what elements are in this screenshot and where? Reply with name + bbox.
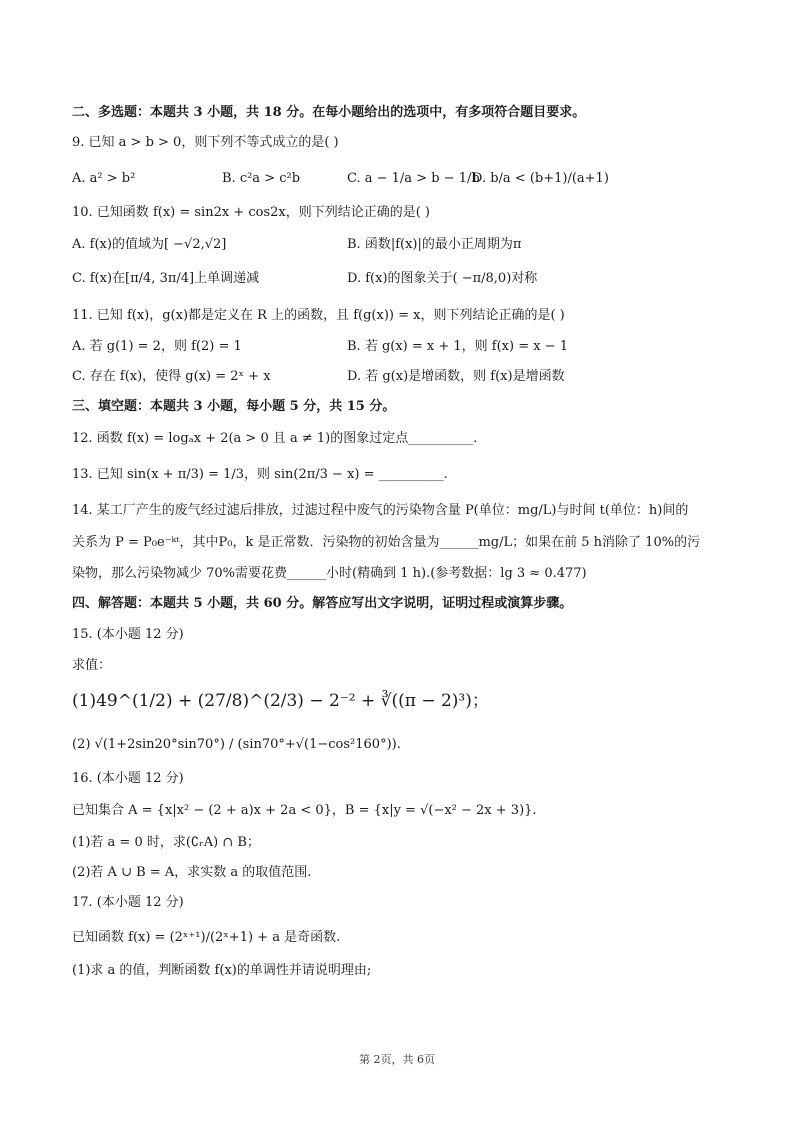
q11-option-a: A. 若 g(1) = 2，则 f(2) = 1 (72, 339, 242, 354)
q11-option-d: D. 若 g(x)是增函数，则 f(x)是增函数 (347, 369, 565, 384)
q14-line-2: 关系为 P = P₀e⁻ᵏᵗ，其中P₀，k 是正常数．污染物的初始含量为______mg/L；如果在前 5 h消除了 10%的污 (72, 535, 701, 550)
q10-options-row2 (72, 270, 732, 290)
q17-text: 已知函数 f(x) = (2ˣ⁺¹)/(2ˣ+1) + a 是奇函数. (72, 930, 341, 945)
section-3-heading: 三、填空题：本题共 3 小题，每小题 5 分，共 15 分。 (72, 399, 396, 414)
q11-options-row2 (72, 368, 732, 388)
q17-header: 17. (本小题 12 分) (72, 895, 184, 910)
q9-option-b: B. c²a > c²b (222, 171, 301, 186)
q16-text: 已知集合 A = {x|x² − (2 + a)x + 2a < 0}，B = {x|y = √(−x² − 2x + 3)}. (72, 803, 537, 818)
q16-header: 16. (本小题 12 分) (72, 771, 184, 786)
q14-line-3: 染物，那么污染物减少 70%需要花费______小时(精确到 1 h).(参考数据：lg 3 ≈ 0.477) (72, 566, 587, 581)
q13-text: 13. 已知 sin(x + π/3) = 1/3，则 sin(2π/3 − x) = __________. (72, 467, 448, 482)
q11-option-b: B. 若 g(x) = x + 1，则 f(x) = x − 1 (347, 339, 569, 354)
q10-options-row1 (72, 236, 732, 256)
q11-stem: 11. 已知 f(x)，g(x)都是定义在 R 上的函数，且 f(g(x)) = x，则下列结论正确的是( ) (72, 308, 565, 323)
q10-option-b: B. 函数|f(x)|的最小正周期为π (347, 237, 522, 252)
q9-option-c: C. a − 1/a > b − 1/b (347, 171, 480, 186)
q9-options (72, 170, 732, 190)
q9-stem: 9. 已知 a > b > 0，则下列不等式成立的是( ) (72, 135, 339, 150)
q9-option-d: D. b/a < (b+1)/(a+1) (472, 171, 609, 186)
q10-option-d: D. f(x)的图象关于( −π/8,0)对称 (347, 271, 538, 286)
q15-part-1: (1)49^(1/2) + (27/8)^(2/3) − 2⁻² + ∛((π − 2)³)； (72, 691, 489, 711)
q16-part-1: (1)若 a = 0 时，求(∁ᵣA) ∩ B； (72, 835, 260, 850)
q11-options-row1 (72, 338, 732, 358)
q15-intro: 求值： (72, 658, 112, 673)
q14-line-1: 14. 某工厂产生的废气经过滤后排放，过滤过程中废气的污染物含量 P(单位：mg/L)与时间 t(单位：h)间的 (72, 503, 689, 518)
section-2-heading: 二、多选题：本题共 3 小题，共 18 分。在每小题给出的选项中，有多项符合题目要求。 (72, 105, 586, 120)
q16-part-2: (2)若 A ∪ B = A，求实数 a 的取值范围. (72, 865, 312, 880)
q10-option-c: C. f(x)在[π/4, 3π/4]上单调递减 (72, 271, 260, 286)
q15-part-2: (2) √(1+2sin20°sin70°) / (sin70°+√(1−cos²160°)). (72, 737, 401, 752)
q9-option-a: A. a² > b² (72, 171, 136, 186)
section-4-heading: 四、解答题：本题共 5 小题，共 60 分。解答应写出文字说明，证明过程或演算步骤。 (72, 596, 573, 611)
page-footer: 第 2页，共 6页 (359, 1053, 435, 1066)
q17-part-1: (1)求 a 的值，判断函数 f(x)的单调性并请说明理由; (72, 963, 372, 978)
q15-header: 15. (本小题 12 分) (72, 627, 184, 642)
q10-stem: 10. 已知函数 f(x) = sin2x + cos2x，则下列结论正确的是( ) (72, 205, 431, 220)
q12-text: 12. 函数 f(x) = logₐx + 2(a > 0 且 a ≠ 1)的图象过定点__________. (72, 431, 478, 446)
q11-option-c: C. 存在 f(x)，使得 g(x) = 2ˣ + x (72, 369, 271, 384)
q10-option-a: A. f(x)的值域为[ −√2,√2] (72, 237, 227, 252)
